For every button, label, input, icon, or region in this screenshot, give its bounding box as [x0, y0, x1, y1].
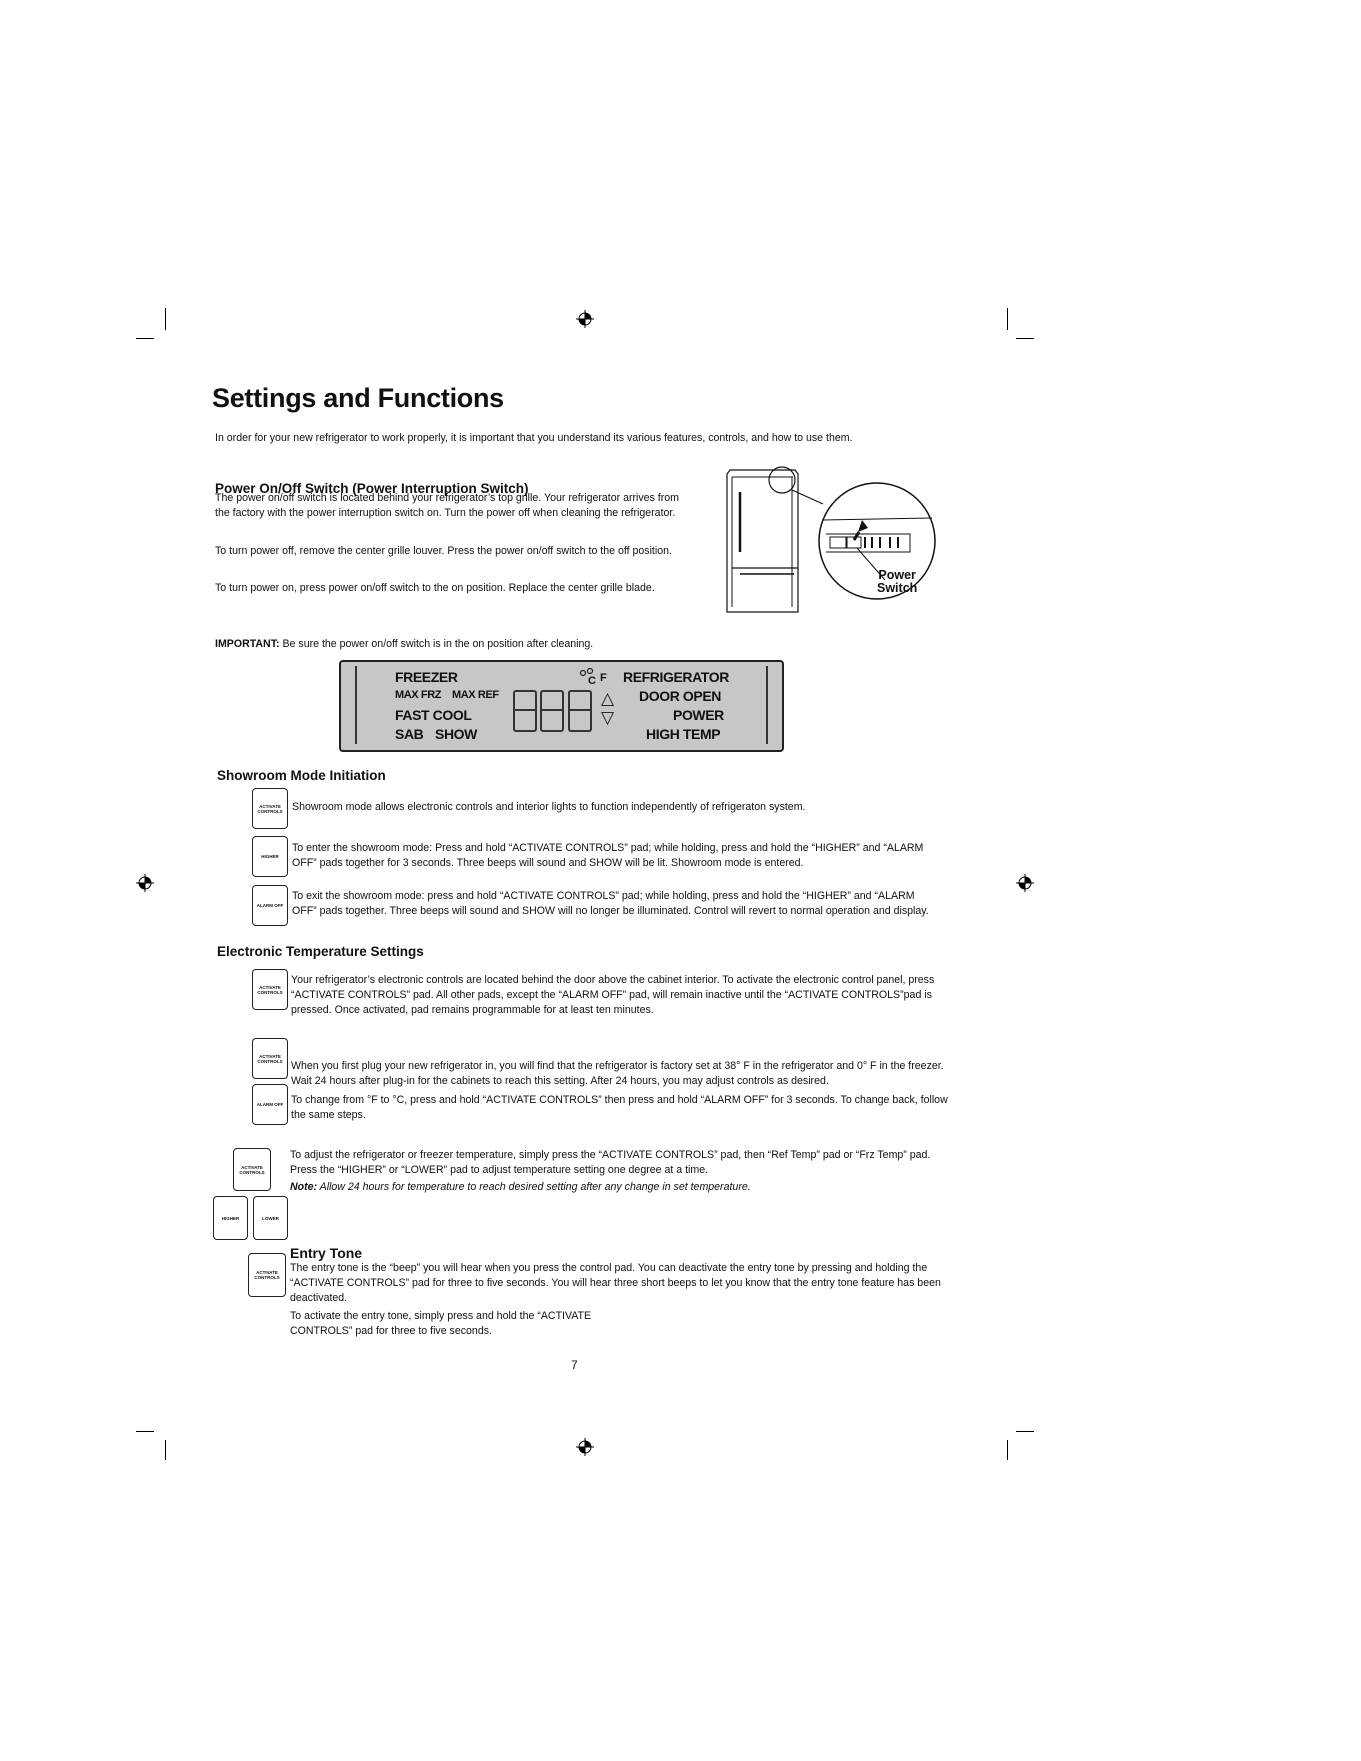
electronic-paragraph: Your refrigerator’s electronic controls are located behind the door above the cabinet interior. To activate the electronic control panel, press “ACTIVATE CONTROLS” pad. All other pads, except the “ALARM OFF” pad, will remain inactive until the “ACTIVATE CONTROLS”pad is pressed. Once activated, pad remains programmable for at least ten minutes.: [291, 974, 935, 1016]
alarm-off-pad: ALARM OFF: [252, 885, 288, 926]
showroom-item-text: To exit the showroom mode: press and hold “ACTIVATE CONTROLS” pad; while holding, press and hold the “HIGHER” and “ALARM OFF” pads together. Three beeps will sound and SHOW will no longer be illuminated. Control will revert to normal operation and display.: [292, 890, 929, 917]
alarm-off-pad: ALARM OFF: [252, 1084, 288, 1125]
page-number: 7: [571, 1358, 578, 1372]
entry-tone-paragraph: The entry tone is the “beep” you will hear when you press the control pad. You can deactivate the entry tone by pressing and holding the “ACTIVATE CONTROLS” pad for three to five seconds. You will hear three short beeps to let you know that the entry tone feature has been deactivated.: [290, 1262, 941, 1304]
crop-mark: [136, 1431, 154, 1432]
crop-mark: [1007, 308, 1008, 330]
crop-mark: [1016, 338, 1034, 339]
higher-pad: HIGHER: [213, 1196, 248, 1240]
label-max-ref: MAX REF: [452, 689, 499, 701]
entry-tone-activate-paragraph: To activate the entry tone, simply press and hold the “ACTIVATE CONTROLS” pad for three to five seconds.: [290, 1310, 592, 1337]
adjust-temp-paragraph: To adjust the refrigerator or freezer temperature, simply press the “ACTIVATE CONTROLS” pad, then “Ref Temp” pad or “Frz Temp” pad. Press the “HIGHER” or “LOWER” pad to adjust temperature setting one degree at a time.: [290, 1149, 931, 1176]
showroom-item-text: Showroom mode allows electronic controls and interior lights to function independently of refrigeraton system.: [292, 801, 806, 813]
activate-controls-pad: ACTIVATE CONTROLS: [252, 1038, 288, 1079]
higher-pad: HIGHER: [252, 836, 288, 877]
down-arrow-icon: ▽: [601, 708, 614, 727]
entry-tone-heading: Entry Tone: [290, 1245, 363, 1261]
power-switch-label: Power Switch: [877, 568, 918, 595]
electronic-temp-heading: Electronic Temperature Settings: [217, 944, 424, 959]
crop-mark: [136, 338, 154, 339]
seven-segment-digit: [540, 690, 564, 732]
panel-divider: [355, 666, 357, 744]
adjust-note: [290, 1180, 955, 1195]
seven-segment-digit: [568, 690, 592, 732]
panel-divider: [766, 666, 768, 744]
showroom-heading: Showroom Mode Initiation: [217, 768, 386, 783]
important-text: Be sure the power on/off switch is in the on position after cleaning.: [279, 638, 594, 650]
lower-pad: LOWER: [253, 1196, 288, 1240]
showroom-item-text: To enter the showroom mode: Press and hold “ACTIVATE CONTROLS” pad; while holding, press and hold the “HIGHER” and “ALARM OFF” pads together for 3 seconds. Three beeps will sound and SHOW will be lit. Showroom mode is entered.: [292, 842, 924, 869]
crop-mark: [165, 308, 166, 330]
label-power: POWER: [673, 707, 724, 723]
unit-c: C: [588, 675, 596, 687]
power-off-paragraph: To turn power off, remove the center grille louver. Press the power on/off switch to the off position.: [215, 545, 672, 557]
note-text: Allow 24 hours for temperature to reach desired setting after any change in set temperature.: [317, 1181, 751, 1193]
label-refrigerator: REFRIGERATOR: [623, 669, 729, 685]
power-on-paragraph: To turn power on, press power on/off switch to the on position. Replace the center grille blade.: [215, 582, 655, 594]
important-label: IMPORTANT:: [215, 638, 280, 650]
power-switch-heading: Power On/Off Switch (Power Interruption Switch): [215, 481, 529, 496]
activate-controls-pad: ACTIVATE CONTROLS: [233, 1148, 271, 1191]
crop-mark: [1016, 1431, 1034, 1432]
label-freezer: FREEZER: [395, 669, 458, 685]
unit-f: F: [600, 672, 607, 684]
activate-controls-pad: ACTIVATE CONTROLS: [252, 788, 288, 829]
label-show: SHOW: [435, 726, 477, 742]
factory-setting-paragraph: When you first plug your new refrigerator in, you will find that the refrigerator is factory set at 38° F in the refrigerator and 0° F in the freezer. Wait 24 hours after plug-in for the cabinets to reach this setting. After 24 hours, you may adjust controls as desired.: [291, 1060, 944, 1087]
registration-mark-icon: [1016, 874, 1034, 892]
label-max-frz: MAX FRZ: [395, 689, 442, 701]
important-note: [215, 637, 593, 652]
registration-mark-icon: [576, 1438, 594, 1456]
seven-segment-digit: [513, 690, 537, 732]
power-switch-illustration: [720, 462, 945, 617]
activate-controls-pad: ACTIVATE CONTROLS: [252, 969, 288, 1010]
label-high-temp: HIGH TEMP: [646, 726, 721, 742]
up-arrow-icon: △: [601, 689, 614, 708]
registration-mark-icon: [576, 310, 594, 328]
crop-mark: [165, 1440, 166, 1460]
page-title: Settings and Functions: [212, 383, 504, 413]
note-label: Note:: [290, 1181, 318, 1193]
crop-mark: [1007, 1440, 1008, 1460]
activate-controls-pad: ACTIVATE CONTROLS: [248, 1253, 286, 1297]
power-switch-paragraph: The power on/off switch is located behind your refrigerator’s top grille. Your refrigerator arrives from the factory with the power interruption switch on. Turn the power off when cleaning the refrigerator.: [215, 492, 679, 519]
label-fast-cool: FAST COOL: [395, 707, 472, 723]
intro-paragraph: In order for your new refrigerator to work properly, it is important that you understand its various features, controls, and how to use them.: [215, 432, 853, 444]
registration-mark-icon: [136, 874, 154, 892]
label-door-open: DOOR OPEN: [639, 688, 721, 704]
unit-change-paragraph: To change from °F to °C, press and hold “ACTIVATE CONTROLS” then press and hold “ALARM OFF” for 3 seconds. To change back, follow the same steps.: [291, 1094, 948, 1121]
control-panel-display: [339, 660, 784, 752]
label-sab: SAB: [395, 726, 424, 742]
